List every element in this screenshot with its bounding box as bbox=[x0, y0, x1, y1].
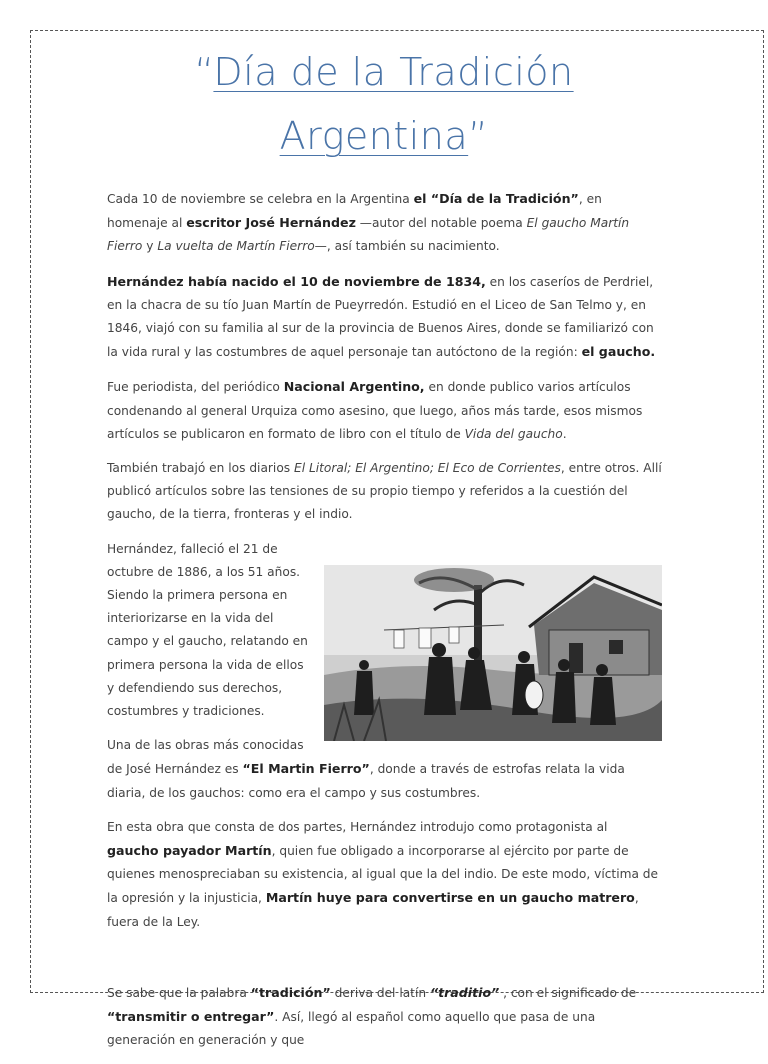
text-span: . bbox=[562, 426, 567, 441]
title-line2: Argentina bbox=[279, 114, 469, 158]
text-span: en los caseríos de Perdriel, en la chacra de su tío Juan Martín de Pueyrredón. Estudió en el Liceo de San Telmo y, en 1846, viajó con su familia al sur de la provincia de Buenos Aires, donde se familiarizó con la vida rural y las costumbres de aquel personaje tan autóctono de la región: bbox=[107, 274, 654, 360]
page-title bbox=[0, 40, 768, 168]
text-span: , fuera de la Ley. bbox=[107, 891, 639, 929]
text-span: . Así, llegó al español como aquello que pasa de una generación en generación y que bbox=[107, 1010, 596, 1048]
text-span: También trabajó en los diarios bbox=[107, 461, 294, 476]
bold-span: Martín huye para convertirse en un gaucho matrero bbox=[265, 890, 635, 906]
text-span: , entre otros. Allí publicó artículos sobre las tensiones de su propio tiempo y referidos a la cuestión del gaucho, de la tierra, fronteras y el indio. bbox=[107, 461, 662, 522]
bold-span: “transmitir o entregar” bbox=[107, 1009, 275, 1025]
bold-span: “tradición” bbox=[250, 984, 331, 1000]
text-span: deriva del latín bbox=[330, 985, 430, 1000]
paragraph-newspapers bbox=[107, 457, 662, 527]
text-span: —autor del notable poema bbox=[355, 216, 527, 231]
text-span: en donde publico varios artículos condenando al general Urquiza como asesino, que luego, años más tarde, esos mismos artículos se publicaron en formato de libro con el título de bbox=[107, 380, 643, 441]
bold-span: Hernández había nacido el 10 de noviembre de 1834, bbox=[107, 273, 486, 289]
italic-span: La vuelta de Martín Fierro bbox=[157, 239, 315, 254]
text-span: Fue periodista, del periódico bbox=[107, 380, 284, 395]
title-line1: Día de la Tradición bbox=[213, 50, 574, 94]
italic-span: Vida del gaucho bbox=[464, 426, 563, 441]
title-open-quote: “ bbox=[194, 50, 214, 94]
italic-span: El gaucho Martín Fierro bbox=[107, 216, 630, 254]
text-span: y bbox=[142, 239, 158, 254]
gaucho-engraving-image bbox=[324, 565, 662, 741]
text-span: Una de las obras más conocidas de José Hernández es bbox=[107, 738, 304, 777]
bold-span: Nacional Argentino, bbox=[283, 379, 425, 395]
text-span: , quien fue obligado a incorporarse al ejército por parte de quienes menospreciaban su existencia, al igual que la del indio. De este modo, víctima de la opresión y la injusticia, bbox=[107, 844, 659, 906]
gaucho-engraving-icon bbox=[324, 565, 662, 741]
bold-span: gaucho payador Martín bbox=[107, 843, 272, 859]
bold-span: escritor José Hernández bbox=[186, 215, 356, 231]
paragraph-tradition bbox=[107, 981, 662, 1053]
paragraph-gap bbox=[107, 945, 662, 981]
text-span: , en homenaje al bbox=[107, 192, 602, 231]
bold-span: el “Día de la Tradición” bbox=[413, 191, 579, 206]
bold-span: “El Martin Fierro” bbox=[242, 761, 370, 777]
text-span: , donde a través de estrofas relata la vida diaria, de los gauchos: como era el campo y sus costumbres. bbox=[107, 762, 625, 800]
bold-italic-span: “traditio” bbox=[429, 984, 500, 1000]
paragraph-journalist bbox=[107, 375, 662, 446]
text-span: En esta obra que consta de dos partes, Hernández introdujo como protagonista al bbox=[107, 819, 608, 834]
paragraph-martin-fierro bbox=[107, 734, 662, 805]
title-close-quote: ” bbox=[468, 114, 489, 158]
text-span: Hernández, falleció el 21 de octubre de 1886, a los 51 años. Siendo la primera persona en interiorizarse en la vida del campo y el gaucho, relatando en primera persona la vida de ellos y defendiendo sus derechos, costumbres y tradiciones. bbox=[107, 541, 308, 719]
paragraph-intro bbox=[107, 187, 662, 259]
paragraph-birth bbox=[107, 270, 662, 365]
bold-span: el gaucho. bbox=[581, 344, 656, 360]
article-body bbox=[107, 187, 662, 1064]
text-span: —, así también su nacimiento. bbox=[314, 239, 500, 254]
paragraph-protagonist bbox=[107, 816, 662, 934]
text-span: Se sabe que la palabra bbox=[107, 985, 251, 1000]
text-span: Cada 10 de noviembre se celebra en la Argentina bbox=[107, 192, 414, 206]
text-span: , con el significado de bbox=[499, 985, 637, 1000]
italic-span: El Litoral; El Argentino; El Eco de Corrientes bbox=[294, 461, 561, 476]
